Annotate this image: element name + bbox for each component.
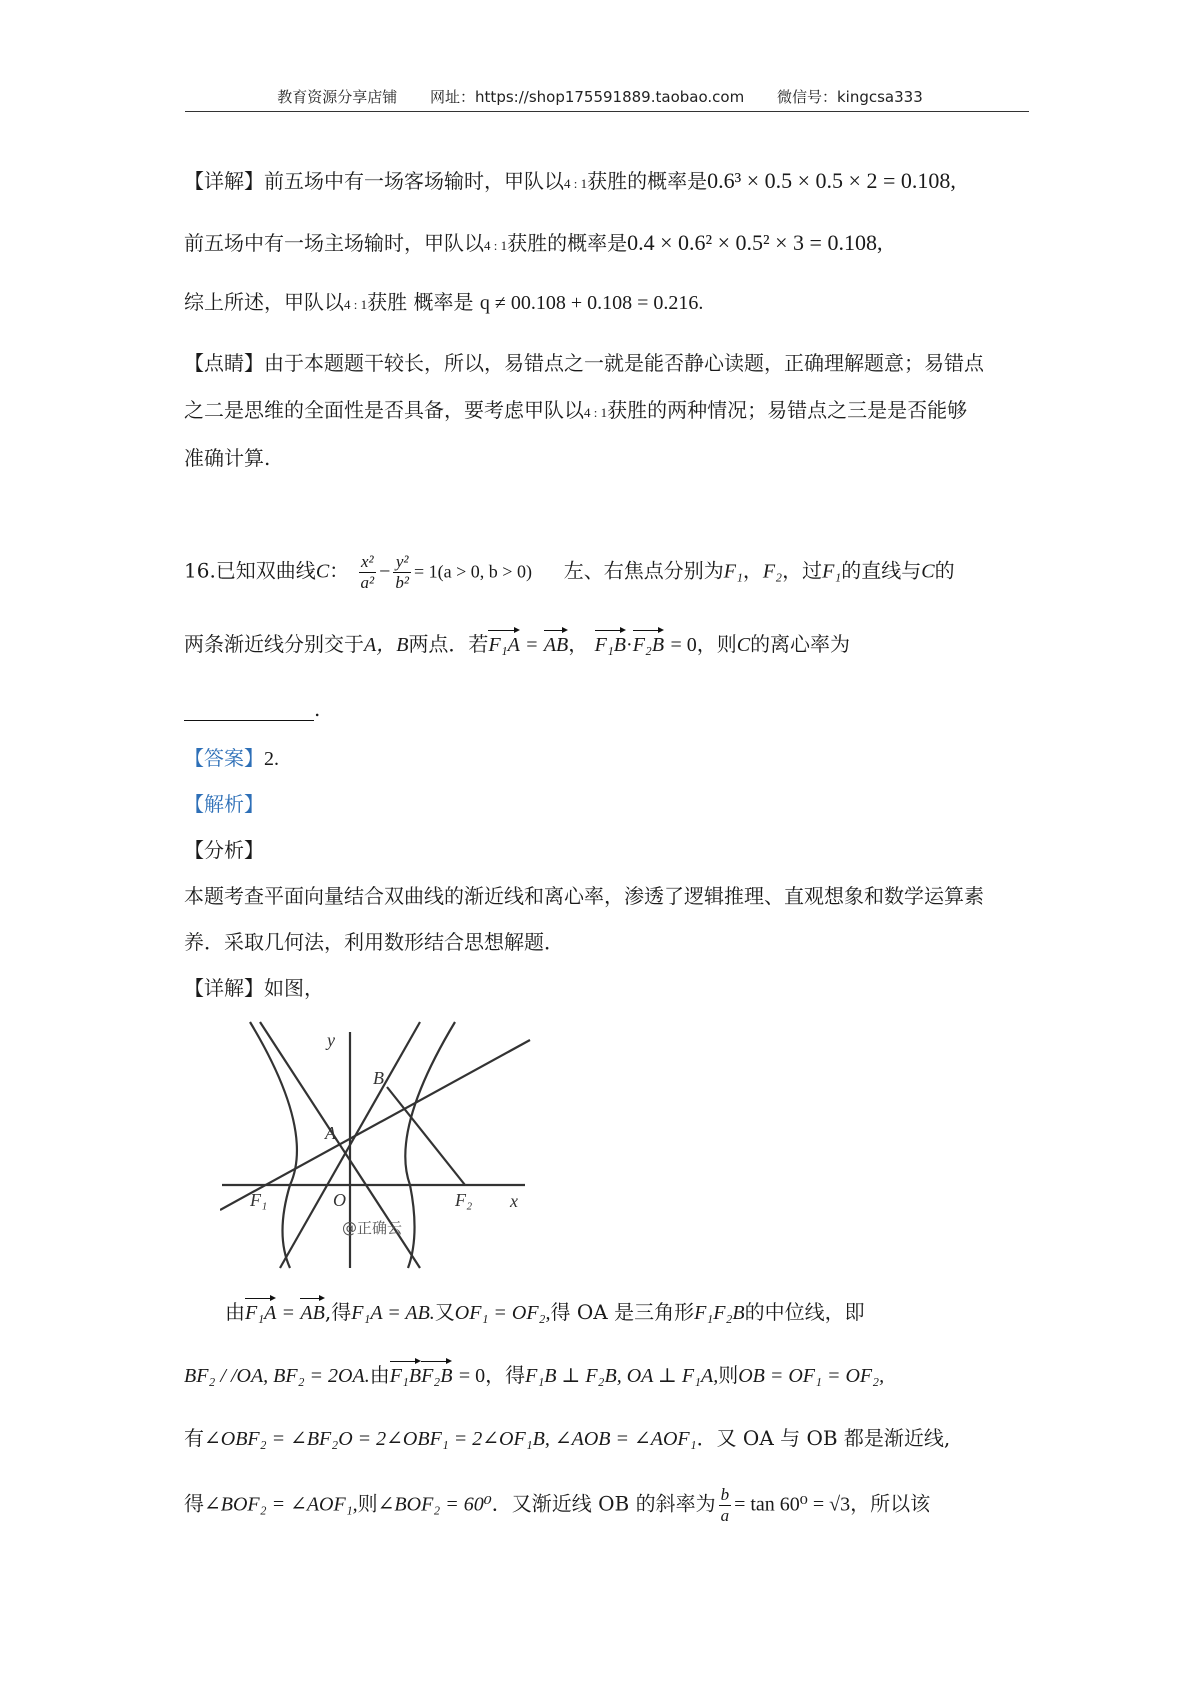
- fraction-y: $\frac{\text{y²}}{\text{b²}}$: [395, 552, 410, 592]
- detail-line-3: 综上所述，甲队以4 : 1获胜 概率是 q ≠ 00.108 + 0.108 = 0.216.: [184, 290, 704, 314]
- insight-line-1: 【点睛】由于本题题干较长，所以，易错点之一就是能否静心读题，正确理解题意；易错点: [184, 351, 984, 375]
- fenxi-tag: 【分析】: [184, 838, 264, 862]
- formula-home-loss: 0.4 × 0.6² × 0.5² × 3 = 0.108,: [627, 230, 883, 255]
- shop-url[interactable]: 网址：https://shop175591889.taobao.com: [430, 88, 745, 106]
- detail-line-1: 【详解】前五场中有一场客场输时，甲队以4 : 1获胜的概率是0.6³ × 0.5 × 0.5 × 2 = 0.108,: [184, 168, 956, 193]
- label-b: B: [373, 1068, 384, 1088]
- insight-line-2: 之二是思维的全面性是否具备，要考虑甲队以4 : 1获胜的两种情况；易错点之三是是否能够: [184, 398, 968, 422]
- vector-f2b: F₂B: [632, 634, 665, 656]
- fenxi-tag-line: [184, 838, 264, 862]
- analysis-tag: 【解析】: [184, 792, 264, 816]
- header-divider: [185, 111, 1029, 112]
- answer-blank: .: [184, 697, 320, 721]
- formula-away-loss: 0.6³ × 0.5 × 0.5 × 2 = 0.108,: [707, 168, 956, 193]
- answer-tag: 【答案】: [184, 746, 264, 770]
- wechat-id: 微信号：kingcsa333: [776, 88, 923, 106]
- analysis-line: [184, 792, 264, 816]
- fraction-b-over-a: $\frac{b}{a}$: [720, 1485, 730, 1525]
- fraction-x: $\frac{\text{x²}}{\text{a²}}$: [360, 552, 375, 592]
- hyperbola-figure: [220, 1020, 540, 1270]
- solution-line-3: 有∠OBF₂ = ∠BF₂O = 2∠OBF₁ = 2∠OF₁B, ∠AOB = ∠AOF₁．又 OA 与 OB 都是渐近线,: [184, 1426, 951, 1450]
- vector-f1a: F₁A: [488, 634, 520, 656]
- hyperbola-right-branch: [405, 1022, 455, 1268]
- label-x: x: [510, 1191, 518, 1211]
- solution-line-1: 由F₁A = AB,得F₁A = AB.又OF₁ = OF₂,得 OA 是三角形F₁F₂B的中位线，即: [225, 1300, 865, 1324]
- shop-name: 教育资源分享店铺: [277, 88, 398, 106]
- insight-tag: 【点睛】: [184, 351, 264, 375]
- formula-total: q ≠ 00.108 + 0.108 = 0.216.: [479, 292, 704, 314]
- label-y: y: [327, 1030, 335, 1050]
- question-16-line-2: 两条渐近线分别交于A，B两点．若F₁A = AB， F₁B·F₂B = 0，则C的离心率为: [184, 632, 851, 656]
- question-number: 16.已知双曲线: [184, 558, 316, 583]
- detail-tag: 【详解】: [184, 169, 264, 193]
- segment-bf2: [387, 1087, 465, 1185]
- fenxi-line-1: 本题考查平面向量结合双曲线的渐近线和离心率，渗透了逻辑推理、直观想象和数学运算素: [184, 884, 984, 908]
- label-f1: F₁: [250, 1190, 268, 1210]
- label-a: A: [325, 1123, 336, 1143]
- detail-tag-2: 【详解】: [184, 976, 264, 1000]
- label-f2: F₂: [455, 1190, 473, 1210]
- fenxi-line-2: 养．采取几何法，利用数形结合思想解题．: [184, 930, 564, 954]
- vector-f1b: F₁B: [594, 634, 627, 656]
- detail-intro-line: 【详解】如图，: [184, 976, 324, 1000]
- question-16-line-1: 16.已知双曲线C： $\frac{\text{x²}}{\text{a²}}$ − $\frac{\text{y²}}{\text{b²}}$ = 1(a > 0, b > 0) 左、右焦点分别为F₁，F₂，过F₁的直线与C的: [184, 552, 955, 592]
- answer-line: [184, 746, 279, 771]
- solution-line-2: BF₂ / /OA, BF₂ = 2OA.由F₁BF₂B = 0，得F₁B ⊥ F₂B, OA ⊥ F₁A,则OB = OF₁ = OF₂,: [184, 1363, 885, 1387]
- label-o: O: [333, 1190, 346, 1210]
- insight-line-3: 准确计算.: [184, 446, 271, 470]
- answer-value: 2.: [264, 748, 279, 770]
- page-header: [0, 86, 1200, 107]
- figure-watermark: @正确云: [342, 1219, 403, 1237]
- detail-line-2: 前五场中有一场主场输时，甲队以4 : 1获胜的概率是0.4 × 0.6² × 0.5² × 3 = 0.108,: [184, 230, 883, 255]
- vector-ab: AB: [543, 634, 569, 656]
- hyperbola-left-branch: [250, 1022, 297, 1268]
- solution-line-4: 得∠BOF₂ = ∠AOF₁,则∠BOF₂ = 60⁰．又渐近线 OB 的斜率为 $\frac{b}{a}$ = tan 60⁰ = √3，所以该: [184, 1485, 931, 1525]
